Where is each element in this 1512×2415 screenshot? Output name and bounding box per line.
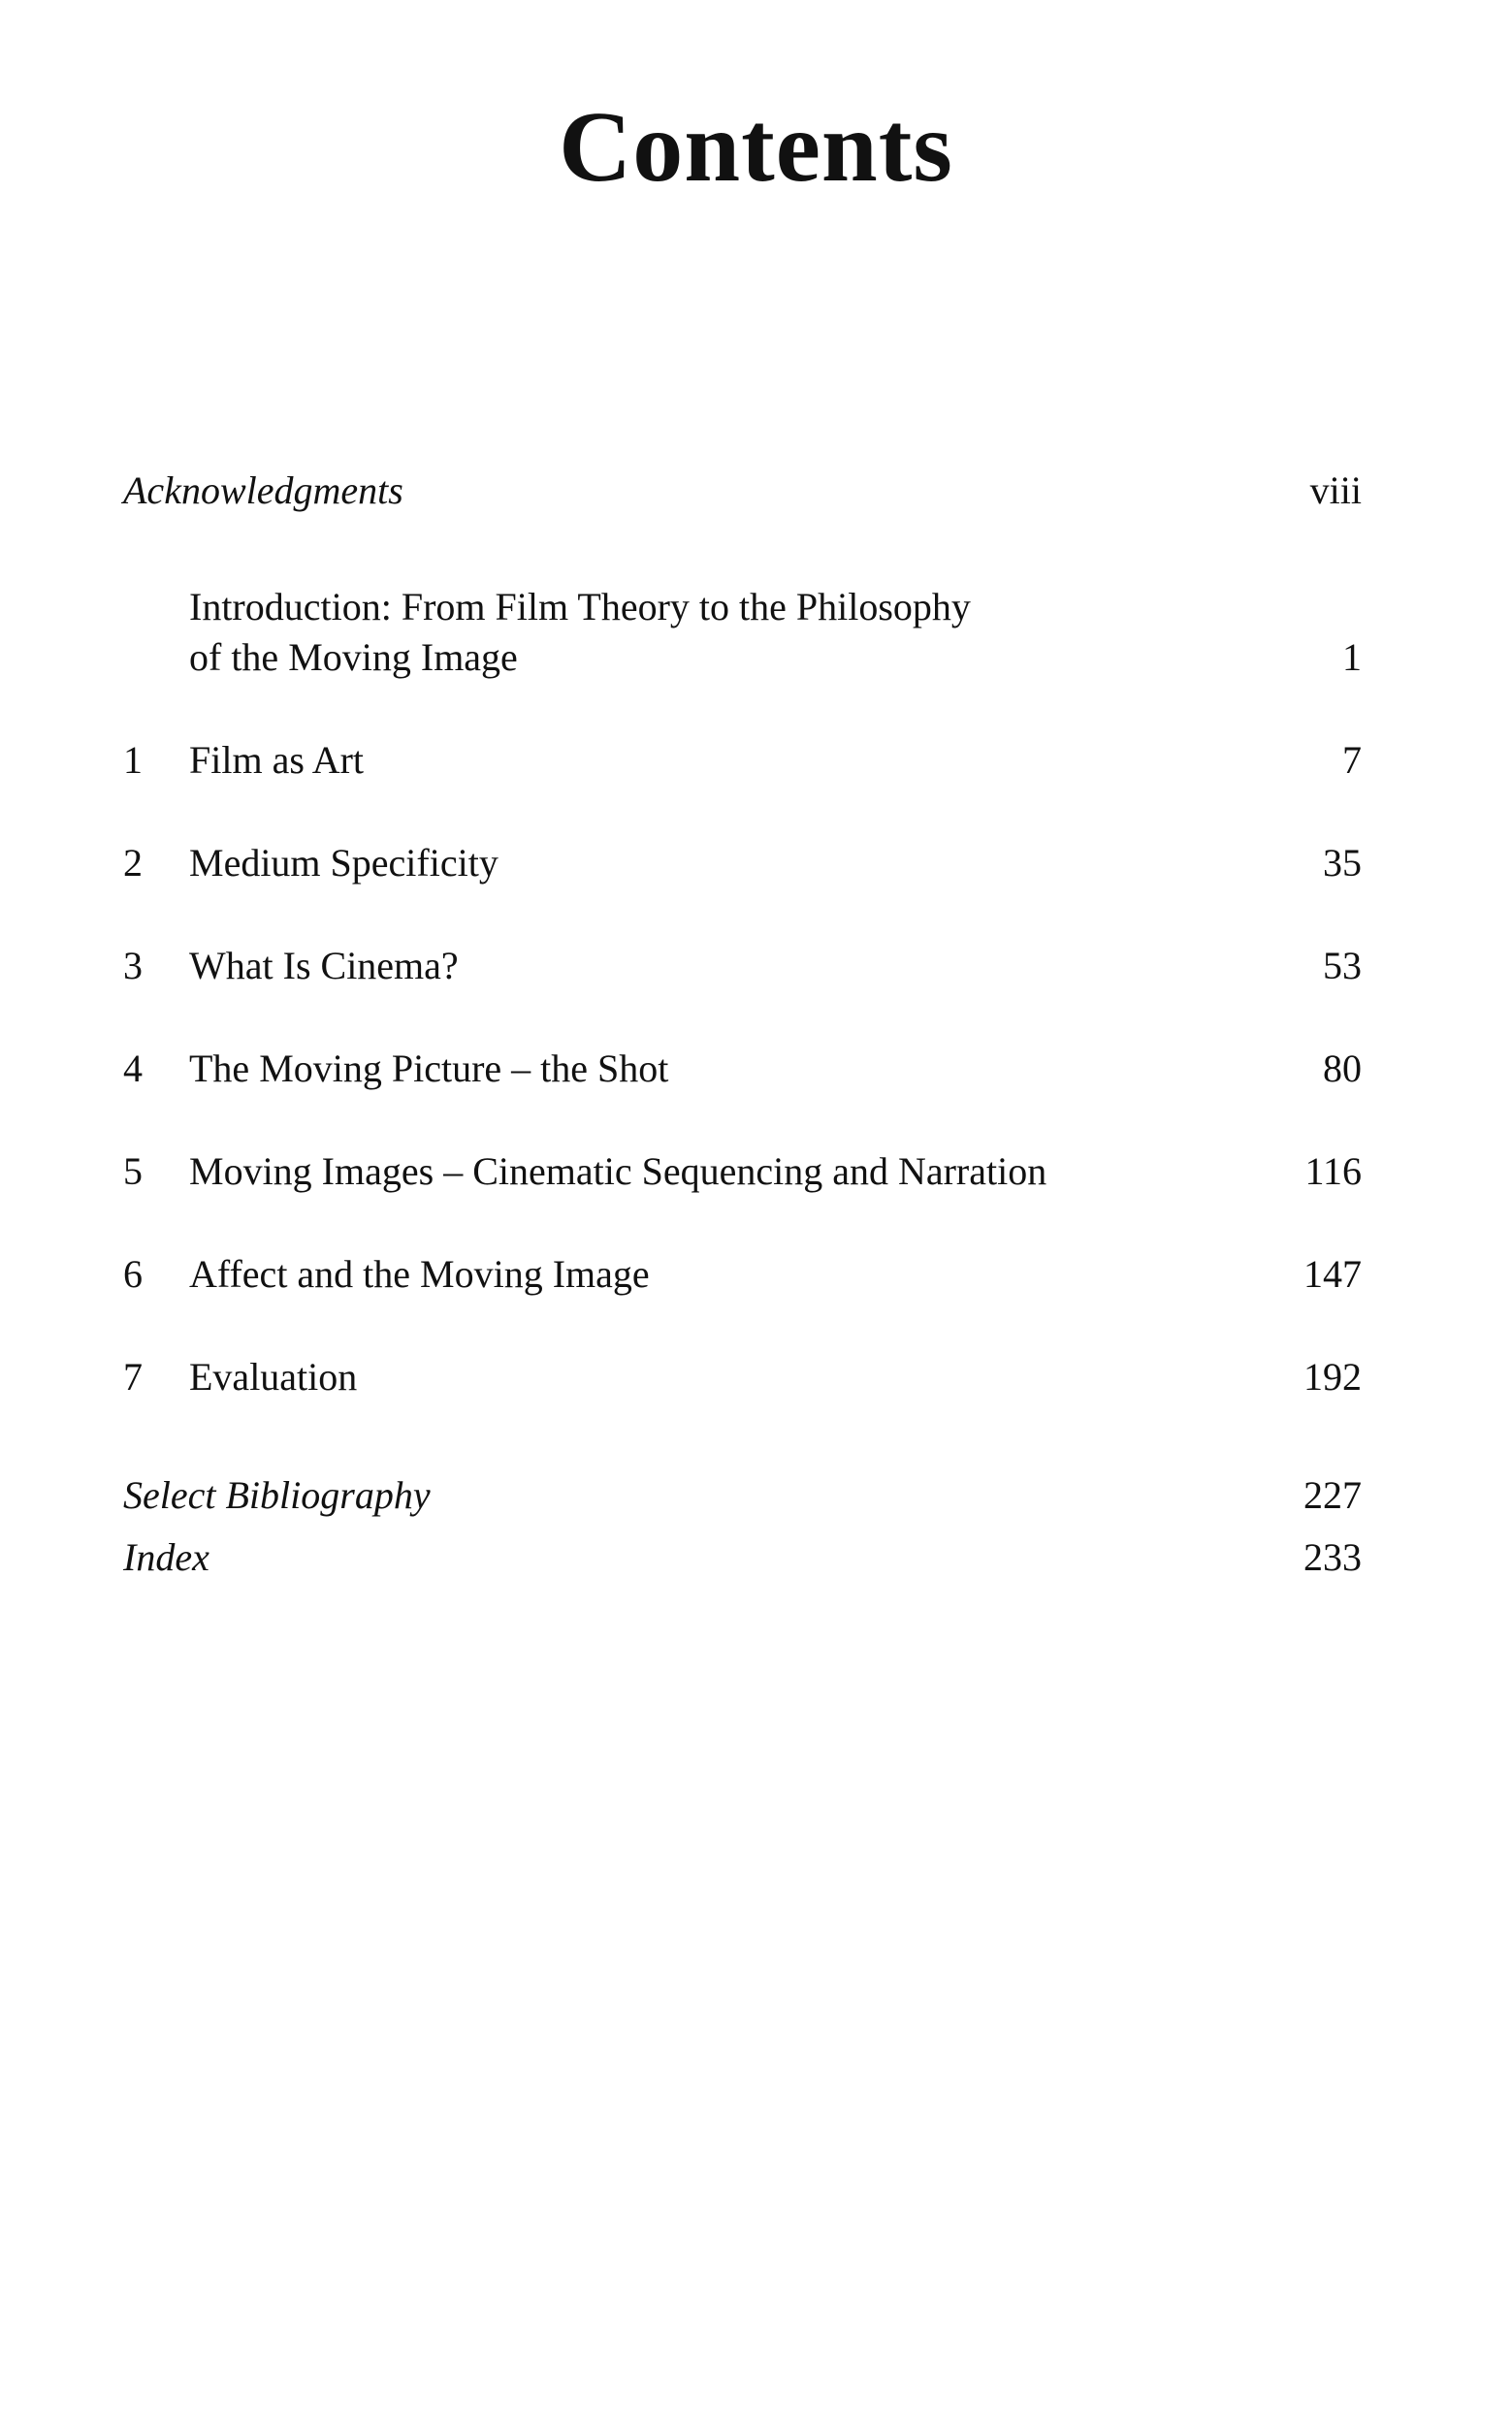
page-title: Contents xyxy=(559,91,953,203)
toc-entry-title: Index xyxy=(123,1535,209,1579)
toc-entry-title-line: of the Moving Image xyxy=(189,635,518,679)
toc-entry-number: 2 xyxy=(123,841,143,885)
toc-entry-title: The Moving Picture – the Shot xyxy=(189,1046,669,1090)
toc-entry-page: 116 xyxy=(1304,1149,1362,1193)
toc-entry-title: Evaluation xyxy=(189,1355,358,1399)
toc-entry-number: 1 xyxy=(123,738,143,782)
toc-entry-number: 5 xyxy=(123,1149,143,1193)
toc-entry-page: 227 xyxy=(1303,1473,1362,1517)
toc-entry-page: 35 xyxy=(1323,841,1362,885)
toc-entry-number: 7 xyxy=(123,1355,143,1399)
toc-entry-title: Affect and the Moving Image xyxy=(189,1252,650,1296)
toc-entry-title: Medium Specificity xyxy=(189,841,499,885)
toc-entry-title: Moving Images – Cinematic Sequencing and Narration xyxy=(189,1149,1047,1193)
toc-entry-number: 6 xyxy=(123,1252,143,1296)
toc-entry-title: Select Bibliography xyxy=(123,1473,431,1517)
toc-entry-page: 233 xyxy=(1303,1535,1362,1579)
toc-entry-title xyxy=(189,582,971,683)
toc-entry-page: 192 xyxy=(1303,1355,1362,1399)
toc-entry-page: 1 xyxy=(1342,635,1362,679)
toc-entry-title: Film as Art xyxy=(189,738,365,782)
toc-entry-title: Acknowledgments xyxy=(123,468,403,512)
toc-entry-title: What Is Cinema? xyxy=(189,944,459,987)
toc-entry-page: 80 xyxy=(1323,1046,1362,1090)
toc-entry-number: 3 xyxy=(123,944,143,987)
toc-entry-page: viii xyxy=(1309,468,1362,512)
toc-entry-title-line: Introduction: From Film Theory to the Philosophy xyxy=(189,585,971,628)
toc-entry-page: 53 xyxy=(1323,944,1362,987)
toc-entry-page: 147 xyxy=(1303,1252,1362,1296)
toc-entry-page: 7 xyxy=(1342,738,1362,782)
toc-entry-number: 4 xyxy=(123,1046,143,1090)
toc-entry-introduction[interactable] xyxy=(123,582,1362,683)
